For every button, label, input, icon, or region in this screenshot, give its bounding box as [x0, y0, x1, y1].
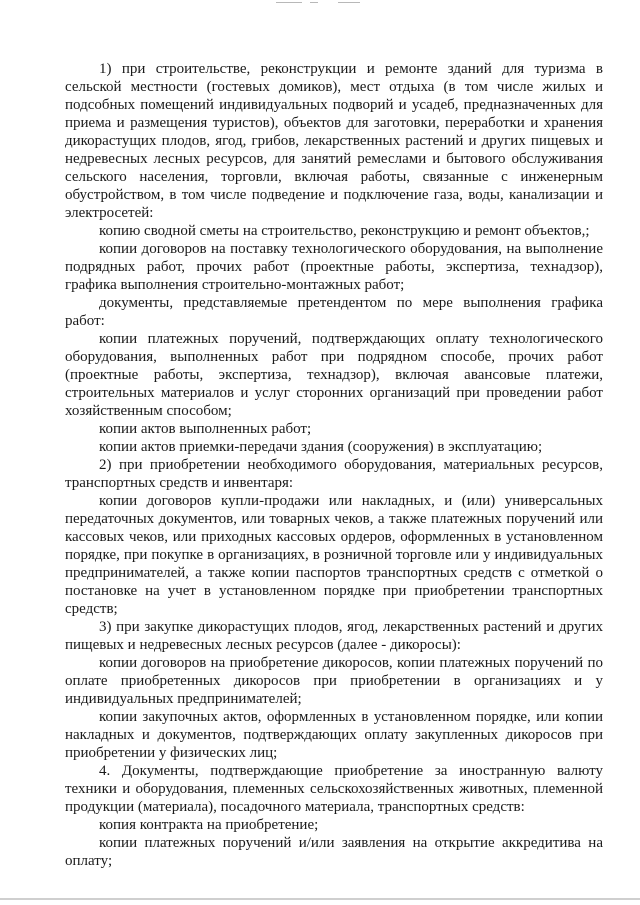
- paragraph-2: копию сводной сметы на строительство, реконструкцию и ремонт объектов,;: [99, 223, 590, 239]
- scan-bottom-edge: [0, 898, 640, 900]
- paragraph-3: копии договоров на поставку технологического оборудования, на выполнение подрядных работ, прочих работ (проектные работы, экспертиза, технадзор), графика выполнения строительно-монтажных работ;: [65, 241, 603, 293]
- paragraph-9: копии договоров купли-продажи или накладных, и (или) универсальных передаточных документов, или товарных чеков, а также платежных поручений или кассовых чеков, или приходных кассовых ордеров, оформленных в установленном порядке, при покупке в организациях, в розничной торговле или у индивидуальных предпринимателей, а также копии паспортов транспортных средств с отметкой о постановке на учет в установленном порядке при приобретении транспортных средств;: [65, 493, 603, 617]
- paragraph-5: копии платежных поручений, подтверждающих оплату технологического оборудования, выполненных работ при подрядном способе, прочих работ (проектные работы, экспертиза, технадзор), включая авансовые платежи, строительных материалов и услуг сторонних организаций при проведении работ хозяйственным способом;: [65, 331, 603, 419]
- paragraph-7: копии актов приемки-передачи здания (сооружения) в эксплуатацию;: [99, 439, 543, 455]
- paragraph-1: 1) при строительстве, реконструкции и ремонте зданий для туризма в сельской местности (гостевых домиков), мест отдыха (в том числе жилых и подсобных помещений индивидуальных подворий и усадеб, предназначенных для приема и размещения туристов), объектов для заготовки, переработки и хранения дикорастущих плодов, ягод, грибов, лекарственных растений и других пищевых и недревесных лесных ресурсов, для занятий ремеслами и бытового обслуживания сельского населения, торговли, включая работы, связанные с инженерным обустройством, в том числе подведение и подключение газа, воды, канализации и электросетей:: [65, 61, 603, 221]
- scan-header-mark: [276, 0, 366, 6]
- paragraph-4: документы, представляемые претендентом по мере выполнения графика работ:: [65, 295, 603, 329]
- paragraph-11: копии договоров на приобретение дикоросов, копии платежных поручений по оплате приобретенных дикоросов при приобретении в организациях и у индивидуальных предпринимателей;: [65, 655, 603, 707]
- paragraph-13: 4. Документы, подтверждающие приобретение за иностранную валюту техники и оборудования, племенных сельскохозяйственных животных, племенной продукции (материала), посадочного материала, транспортных средств:: [65, 763, 603, 815]
- paragraph-6: копии актов выполненных работ;: [99, 421, 312, 437]
- paragraph-14: копия контракта на приобретение;: [99, 817, 319, 833]
- paragraph-12: копии закупочных актов, оформленных в установленном порядке, или копии накладных и документов, подтверждающих оплату закупленных дикоросов при приобретении у физических лиц;: [65, 709, 603, 761]
- paragraph-10: 3) при закупке дикорастущих плодов, ягод, лекарственных растений и других пищевых и недревесных лесных ресурсов (далее - дикоросы):: [65, 619, 603, 653]
- document-body: [65, 60, 603, 870]
- paragraph-15: копии платежных поручений и/или заявления на открытие аккредитива на оплату;: [65, 835, 603, 869]
- paragraph-8: 2) при приобретении необходимого оборудования, материальных ресурсов, транспортных средств и инвентаря:: [65, 457, 603, 491]
